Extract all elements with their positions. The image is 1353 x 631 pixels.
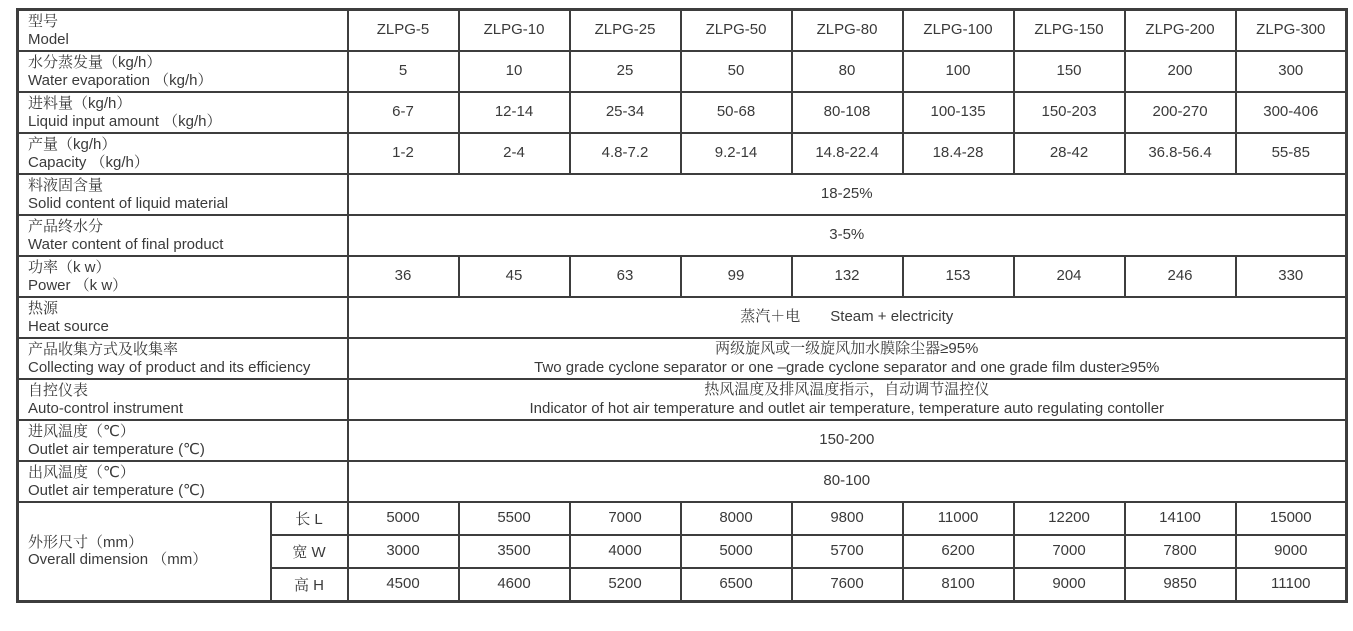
value-text: 25-34 [605,103,645,121]
span-value-line: 18-25% [820,185,873,203]
table-row-liquid-input-amount [18,92,1347,133]
span-value-cell [348,215,1347,256]
span-value-cell [348,379,1347,420]
table-row-solid-content [18,174,1347,215]
value-text: 8000 [719,509,753,527]
value-cell [1236,502,1347,535]
row-label-zh: 热源 [28,300,59,317]
value-text: 14100 [1159,509,1201,527]
span-value-line: 80-100 [823,472,871,490]
value-text: 330 [1278,267,1304,285]
table-row-capacity [18,133,1347,174]
value-text: 5500 [497,509,531,527]
dimension-sublabel-text: 高 H [294,576,325,594]
row-label-en: Model [28,30,69,48]
value-cell [681,535,792,568]
table-row-overall-dimension-0 [18,502,1347,535]
value-cell [570,568,681,601]
model-name: ZLPG-5 [376,21,430,39]
value-text: 80 [838,62,856,80]
value-cell [1236,535,1347,568]
value-cell [459,568,570,601]
value-cell [681,92,792,133]
value-text: 5000 [386,509,420,527]
value-text: 7600 [830,575,864,592]
value-text: 6500 [719,575,753,592]
table-row-water-evaporation [18,51,1347,92]
value-text: 9800 [830,509,864,527]
value-cell [792,535,903,568]
row-label-outlet-air-temperature [18,461,348,502]
value-cell [1014,92,1125,133]
row-label-en: Power （k w） [28,276,128,294]
value-text: 36 [394,267,412,285]
row-label-en: Outlet air temperature (℃) [28,481,205,499]
row-label-model [18,10,348,52]
spec-table-container [16,8,1348,603]
value-cell [903,256,1014,297]
row-label-zh: 水分蒸发量（kg/h） [28,54,162,71]
value-cell [681,256,792,297]
value-cell [459,133,570,174]
row-label-zh: 功率（k w） [28,259,111,276]
dimension-sublabel-text: 长 L [295,511,323,528]
value-cell [681,568,792,601]
row-label-water-evaporation [18,51,348,92]
table-row-final-water-content [18,215,1347,256]
row-label-zh: 出风温度（℃） [28,464,135,481]
value-cell [459,535,570,568]
value-cell [348,535,459,568]
value-cell [903,502,1014,535]
value-text: 45 [505,267,523,285]
model-name: ZLPG-200 [1145,21,1215,39]
dimension-sublabel-text: 宽 W [292,544,326,561]
row-label-zh: 进风温度（℃） [28,423,135,440]
value-cell [681,133,792,174]
value-text: 4600 [497,575,531,592]
value-text: 9000 [1052,575,1086,592]
value-text: 55-85 [1271,144,1310,162]
span-value-line: 150-200 [819,431,875,449]
value-cell [570,535,681,568]
row-label-en: Capacity （kg/h） [28,153,149,171]
table-row-power [18,256,1347,297]
value-cell [348,51,459,92]
value-text: 5 [398,62,408,80]
value-text: 5000 [719,542,753,560]
row-label-en: Collecting way of product and its efficiency [28,358,311,376]
value-text: 3500 [497,542,531,560]
value-text: 4000 [608,542,642,560]
span-value-line: Indicator of hot air temperature and outlet air temperature, temperature auto regulating contoller [529,399,1165,417]
value-cell [570,256,681,297]
value-text: 150-203 [1041,103,1097,121]
table-row-outlet-air-temperature [18,461,1347,502]
row-label-zh: 型号 [28,13,59,30]
value-text: 18.4-28 [932,144,984,162]
span-value-cell [348,461,1347,502]
row-label-en: Heat source [28,317,109,335]
value-cell [903,51,1014,92]
value-text: 9000 [1274,542,1308,560]
value-cell [1125,502,1236,535]
value-cell [1014,568,1125,601]
value-text: 50 [727,62,745,80]
model-name: ZLPG-25 [594,21,656,39]
value-text: 150 [1056,62,1082,80]
value-cell [570,133,681,174]
value-text: 15000 [1269,509,1312,527]
value-text: 200 [1167,62,1193,80]
model-header-cell [570,10,681,52]
value-text: 3000 [386,542,420,560]
row-label-en: Water evaporation （kg/h） [28,71,213,89]
value-cell [348,133,459,174]
row-label-zh: 料液固含量 [28,177,104,194]
model-header-cell [348,10,459,52]
row-label-zh: 外形尺寸（mm） [28,533,143,551]
value-cell [1125,568,1236,601]
value-text: 204 [1056,267,1082,285]
value-text: 7800 [1163,542,1197,560]
value-text: 7000 [608,509,642,527]
row-label-en: Outlet air temperature (℃) [28,440,205,458]
value-cell [1125,51,1236,92]
value-cell [1014,256,1125,297]
value-text: 28-42 [1049,144,1089,162]
value-text: 200-270 [1152,103,1208,121]
model-name: ZLPG-300 [1256,21,1326,39]
model-header-cell [459,10,570,52]
value-text: 1-2 [392,144,414,162]
row-label-solid-content [18,174,348,215]
value-text: 99 [727,267,745,285]
row-label-zh: 产品终水分 [28,218,104,235]
value-cell [459,51,570,92]
model-header-cell [792,10,903,52]
row-label-en: Solid content of liquid material [28,194,229,212]
table-row-collecting-way [18,338,1347,379]
value-cell [348,568,459,601]
value-cell [903,133,1014,174]
value-cell [792,256,903,297]
value-cell [792,51,903,92]
model-header-cell [1125,10,1236,52]
value-cell [792,568,903,601]
value-cell [1236,133,1347,174]
row-label-overall-dimension [18,502,271,601]
span-value-line: 热风温度及排风温度指示，自动调节温控仪 [704,381,990,398]
row-label-capacity [18,133,348,174]
span-value-cell [348,297,1347,338]
model-name: ZLPG-10 [483,21,545,39]
dimension-sublabel [271,535,348,568]
value-cell [1125,256,1236,297]
value-text: 100 [945,62,971,80]
value-text: 6200 [941,542,975,560]
table-row-inlet-air-temperature [18,420,1347,461]
value-cell [1125,133,1236,174]
value-text: 14.8-22.4 [815,144,879,162]
value-cell [570,92,681,133]
span-value-line: 两级旋风或一级旋风加水膜除尘器≥95% [715,340,979,357]
value-text: 50-68 [716,103,756,121]
value-text: 246 [1167,267,1193,285]
value-cell [459,92,570,133]
row-label-en: Liquid input amount （kg/h） [28,112,222,130]
value-text: 9.2-14 [714,144,758,162]
span-value-line: 蒸汽＋电 Steam + electricity [740,308,954,326]
value-text: 5700 [830,542,864,560]
table-row-heat-source [18,297,1347,338]
value-text: 300 [1278,62,1304,80]
value-text: 4500 [386,575,420,592]
row-label-liquid-input-amount [18,92,348,133]
model-header-cell [1014,10,1125,52]
model-name: ZLPG-50 [705,21,767,39]
value-cell [681,51,792,92]
value-cell [1014,133,1125,174]
model-header-cell [903,10,1014,52]
value-text: 5200 [608,575,642,592]
row-label-heat-source [18,297,348,338]
row-label-zh: 进料量（kg/h） [28,95,132,112]
value-cell [570,502,681,535]
dimension-sublabel [271,502,348,535]
row-label-final-water-content [18,215,348,256]
value-text: 153 [945,267,971,285]
row-label-en: Auto-control instrument [28,399,184,417]
row-label-en: Water content of final product [28,235,224,253]
value-text: 12-14 [494,103,534,121]
value-cell [1236,256,1347,297]
value-text: 6-7 [392,103,414,121]
row-label-auto-control-instrument [18,379,348,420]
value-cell [459,256,570,297]
dimension-sublabel [271,568,348,601]
value-text: 10 [505,62,523,80]
spec-table [16,8,1348,603]
value-text: 7000 [1052,542,1086,560]
value-text: 80-108 [823,103,871,121]
value-text: 11000 [937,509,979,527]
value-text: 132 [834,267,860,285]
value-text: 2-4 [503,144,525,162]
value-cell [1236,92,1347,133]
row-label-power [18,256,348,297]
model-name: ZLPG-100 [923,21,993,39]
row-label-zh: 产量（kg/h） [28,136,117,153]
value-cell [681,502,792,535]
row-label-en: Overall dimension （mm） [28,551,208,569]
value-cell [1014,535,1125,568]
value-cell [1236,568,1347,601]
span-value-cell [348,174,1347,215]
span-value-cell [348,420,1347,461]
value-cell [348,502,459,535]
table-row-auto-control-instrument [18,379,1347,420]
row-label-zh: 自控仪表 [28,382,89,399]
model-name: ZLPG-80 [816,21,878,39]
value-text: 25 [616,62,634,80]
table-row-model [18,10,1347,52]
span-value-cell [348,338,1347,379]
value-cell [1125,92,1236,133]
value-cell [903,535,1014,568]
value-text: 9850 [1163,575,1197,592]
value-cell [348,92,459,133]
value-text: 300-406 [1263,103,1319,121]
value-text: 36.8-56.4 [1148,144,1212,162]
row-label-collecting-way [18,338,348,379]
value-text: 12200 [1048,509,1090,527]
value-cell [570,51,681,92]
value-text: 8100 [941,575,975,592]
value-cell [348,256,459,297]
value-text: 100-135 [930,103,986,121]
model-header-cell [681,10,792,52]
value-cell [459,502,570,535]
value-cell [792,502,903,535]
value-text: 4.8-7.2 [601,144,649,162]
value-text: 11100 [1271,575,1311,592]
span-value-line: 3-5% [829,226,865,244]
value-cell [792,133,903,174]
value-cell [792,92,903,133]
model-header-cell [1236,10,1347,52]
value-cell [1125,535,1236,568]
row-label-zh: 产品收集方式及收集率 [28,341,179,358]
value-cell [903,92,1014,133]
value-cell [1236,51,1347,92]
span-value-line: Two grade cyclone separator or one –grade cyclone separator and one grade film duster≥95% [534,358,1160,376]
value-cell [1014,51,1125,92]
row-label-inlet-air-temperature [18,420,348,461]
model-name: ZLPG-150 [1034,21,1104,39]
value-cell [903,568,1014,601]
value-cell [1014,502,1125,535]
value-text: 63 [616,267,634,285]
